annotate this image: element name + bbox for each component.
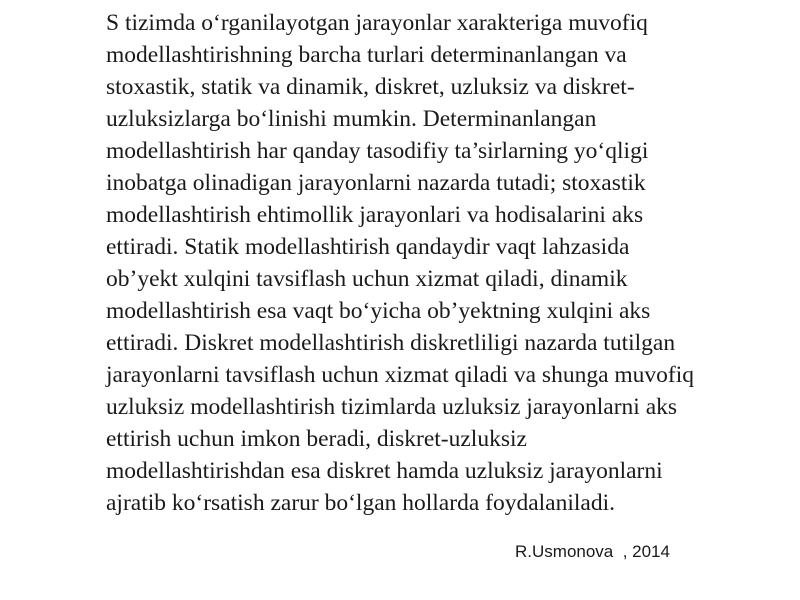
paragraph-line: ettiradi. Diskret modellashtirish diskretliligi nazarda tutilgan (106, 330, 676, 356)
paragraph-line: ajratib ko‘rsatish zarur bo‘lgan hollarda foydalaniladi. (106, 490, 615, 516)
paragraph-line: modellashtirish esa vaqt bo‘yicha ob’yektning xulqini aks (106, 298, 651, 324)
paragraph-line: modellashtirishdan esa diskret hamda uzluksiz jarayonlarni (106, 458, 663, 484)
paragraph-line: modellashtirish ehtimollik jarayonlari va hodisalarini aks (106, 202, 644, 228)
paragraph-line: jarayonlarni tavsiflash uchun xizmat qiladi va shunga muvofiq (106, 362, 695, 388)
paragraph-line: modellashtirish har qanday tasodifiy ta’sirlarning yo‘qligi (106, 138, 649, 164)
paragraph-line: ettiradi. Statik modellashtirish qandaydir vaqt lahzasida (106, 234, 630, 260)
paragraph-line: modellashtirishning barcha turlari determinanlangan va (106, 42, 627, 68)
paragraph-line: inobatga olinadigan jarayonlarni nazarda tutadi; stoxastik (106, 170, 646, 196)
paragraph-line: ettirish uchun imkon beradi, diskret-uzluksiz (106, 426, 527, 452)
paragraph-line: ob’yekt xulqini tavsiflash uchun xizmat qiladi, dinamik (106, 266, 628, 292)
paragraph-line: uzluksizlarga bo‘linishi mumkin. Determinanlangan (106, 106, 597, 132)
author-footer: R.Usmonova , 2014 (515, 542, 670, 561)
paragraph-line: uzluksiz modellashtirish tizimlarda uzluksiz jarayonlarni aks (106, 394, 678, 420)
paragraph-line: stoxastik, statik va dinamik, diskret, uzluksiz va diskret- (106, 74, 635, 100)
paragraph-line: S tizimda o‘rganilayotgan jarayonlar xarakteriga muvofiq (106, 10, 648, 36)
body-paragraph (106, 7, 786, 519)
